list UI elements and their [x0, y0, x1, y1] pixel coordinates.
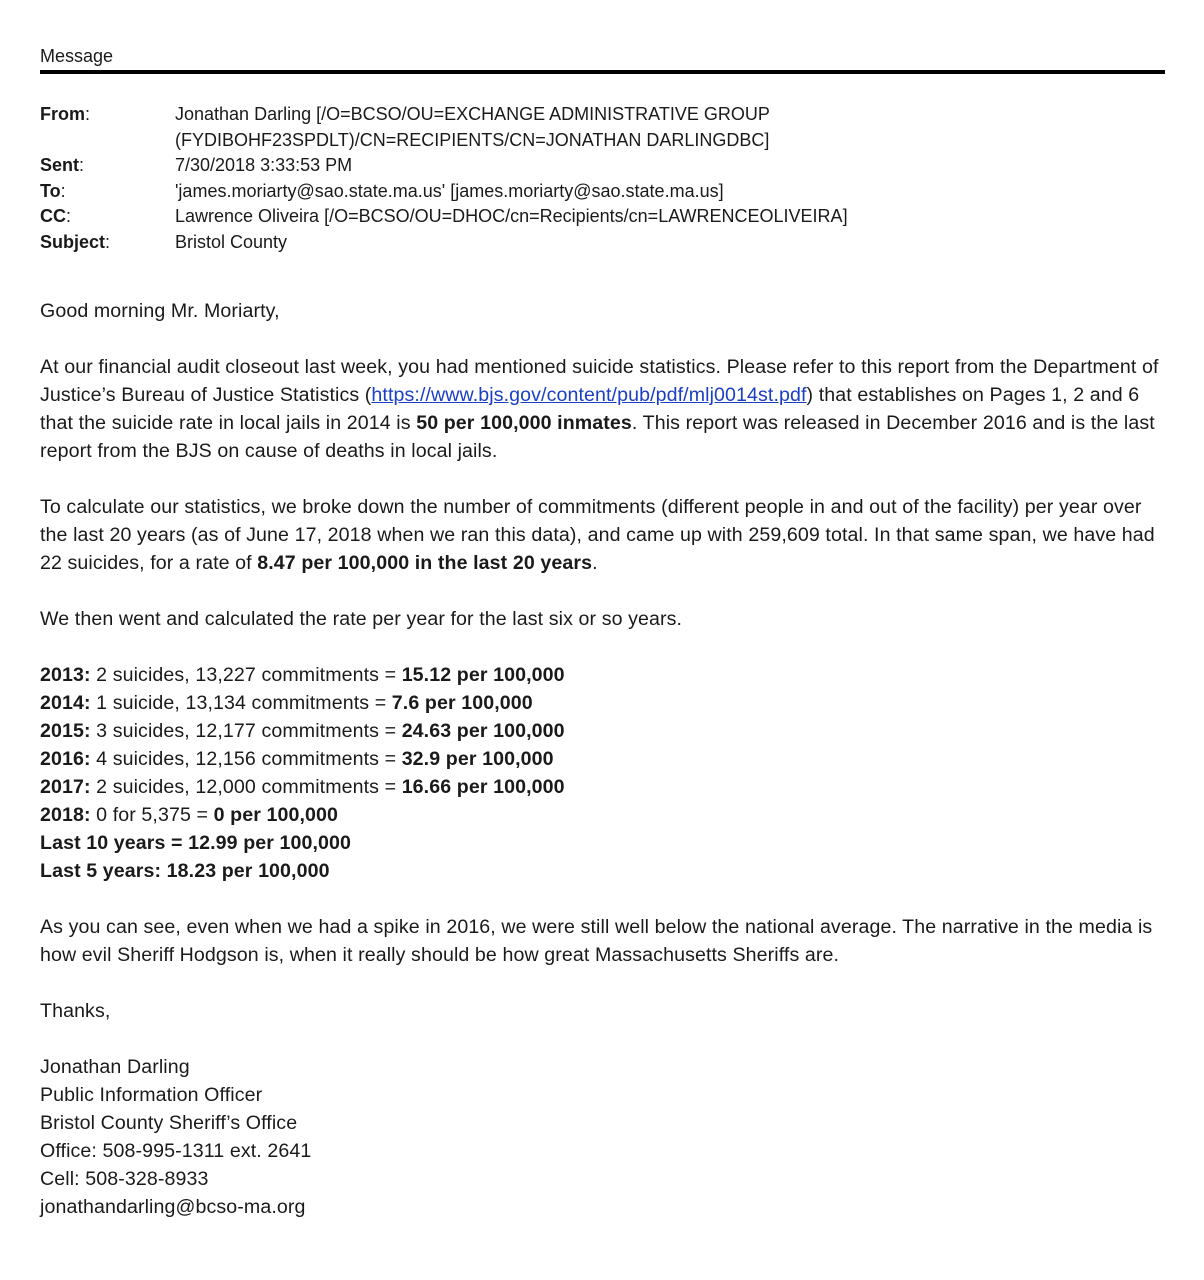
- header-divider: [40, 70, 1165, 74]
- closing: Thanks,: [40, 1000, 111, 1022]
- cc-row: CC: Lawrence Oliveira [/O=BCSO/OU=DHOC/cn=Recipients/cn=LAWRENCEOLIVEIRA]: [40, 204, 1165, 230]
- paragraph-conclusion: As you can see, even when we had a spike in 2016, we were still well below the national average. The narrative in the media is how evil Sheriff Hodgson is, when it really should be how great Massachusetts Sheriffs are.: [40, 916, 1153, 966]
- from-row: From: Jonathan Darling [/O=BCSO/OU=EXCHANGE ADMINISTRATIVE GROUP (FYDIBOHF23SPDLT)/CN=RECIPIENTS/CN=JONATHAN DARLINGDBC]: [40, 102, 1165, 153]
- signature-cell-phone: Cell: 508-328-8933: [40, 1168, 209, 1190]
- stat-row: 2018: 0 for 5,375 = 0 per 100,000: [40, 804, 338, 826]
- subject-row: Subject: Bristol County: [40, 230, 1165, 256]
- stat-last-10-years: Last 10 years = 12.99 per 100,000: [40, 832, 352, 854]
- signature-name: Jonathan Darling: [40, 1056, 190, 1078]
- stat-last-5-years: Last 5 years: 18.23 per 100,000: [40, 860, 330, 882]
- signature-office-phone: Office: 508-995-1311 ext. 2641: [40, 1140, 312, 1162]
- message-label: Message: [40, 46, 114, 66]
- paragraph-per-year: We then went and calculated the rate per year for the last six or so years.: [40, 608, 683, 630]
- stats-list: [40, 661, 1165, 885]
- cc-value: Lawrence Oliveira [/O=BCSO/OU=DHOC/cn=Recipients/cn=LAWRENCEOLIVEIRA]: [175, 206, 848, 226]
- signature-org: Bristol County Sheriff’s Office: [40, 1112, 298, 1134]
- to-row: To: 'james.moriarty@sao.state.ma.us' [james.moriarty@sao.state.ma.us]: [40, 179, 1165, 205]
- to-label: To: [40, 180, 61, 201]
- stat-row: 2015: 3 suicides, 12,177 commitments = 24.63 per 100,000: [40, 720, 565, 742]
- stat-row: 2016: 4 suicides, 12,156 commitments = 32.9 per 100,000: [40, 748, 554, 770]
- email-body: [40, 297, 1165, 1221]
- bjs-report-link[interactable]: https://www.bjs.gov/content/pub/pdf/mlj0014st.pdf: [371, 384, 807, 406]
- paragraph-calculation: To calculate our statistics, we broke down the number of commitments (different people in and out of the facility) per year over the last 20 years (as of June 17, 2018 when we ran this data), and came up with 259,609 total. In that same span, we have had 22 suicides, for a rate of 8.47 per 100,000 in the last 20 years.: [40, 496, 1155, 574]
- sent-label: Sent: [40, 155, 80, 175]
- subject-value: Bristol County: [175, 231, 288, 252]
- sent-value: 7/30/2018 3:33:53 PM: [175, 155, 353, 175]
- email-message: [40, 44, 1165, 1221]
- signature-title: Public Information Officer: [40, 1084, 263, 1106]
- signature-email: jonathandarling@bcso-ma.org: [40, 1196, 306, 1218]
- sent-row: Sent: 7/30/2018 3:33:53 PM: [40, 153, 1165, 179]
- stat-row: 2013: 2 suicides, 13,227 commitments = 15.12 per 100,000: [40, 664, 565, 686]
- signature: [40, 1053, 1165, 1221]
- email-headers: [40, 102, 1165, 255]
- greeting: Good morning Mr. Moriarty,: [40, 300, 280, 322]
- stat-row: 2014: 1 suicide, 13,134 commitments = 7.6 per 100,000: [40, 692, 533, 714]
- to-value: 'james.moriarty@sao.state.ma.us' [james.moriarty@sao.state.ma.us]: [175, 180, 724, 201]
- from-label: From: [40, 104, 85, 124]
- stat-row: 2017: 2 suicides, 12,000 commitments = 16.66 per 100,000: [40, 776, 565, 798]
- paragraph-report: At our financial audit closeout last week, you had mentioned suicide statistics. Please refer to this report from the Department of Justice’s Bureau of Justice Statistics (https://www.bjs.gov/content/pub/pdf/mlj0014st.pdf) that establishes on Pages 1, 2 and 6 that the suicide rate in local jails in 2014 is 50 per 100,000 inmates. This report was released in December 2016 and is the last report from the BJS on cause of deaths in local jails.: [40, 356, 1159, 462]
- from-value: Jonathan Darling [/O=BCSO/OU=EXCHANGE ADMINISTRATIVE GROUP (FYDIBOHF23SPDLT)/CN=RECIPIENTS/CN=JONATHAN DARLINGDBC]: [175, 104, 770, 150]
- cc-label: CC: [40, 206, 66, 226]
- subject-label: Subject: [40, 231, 106, 252]
